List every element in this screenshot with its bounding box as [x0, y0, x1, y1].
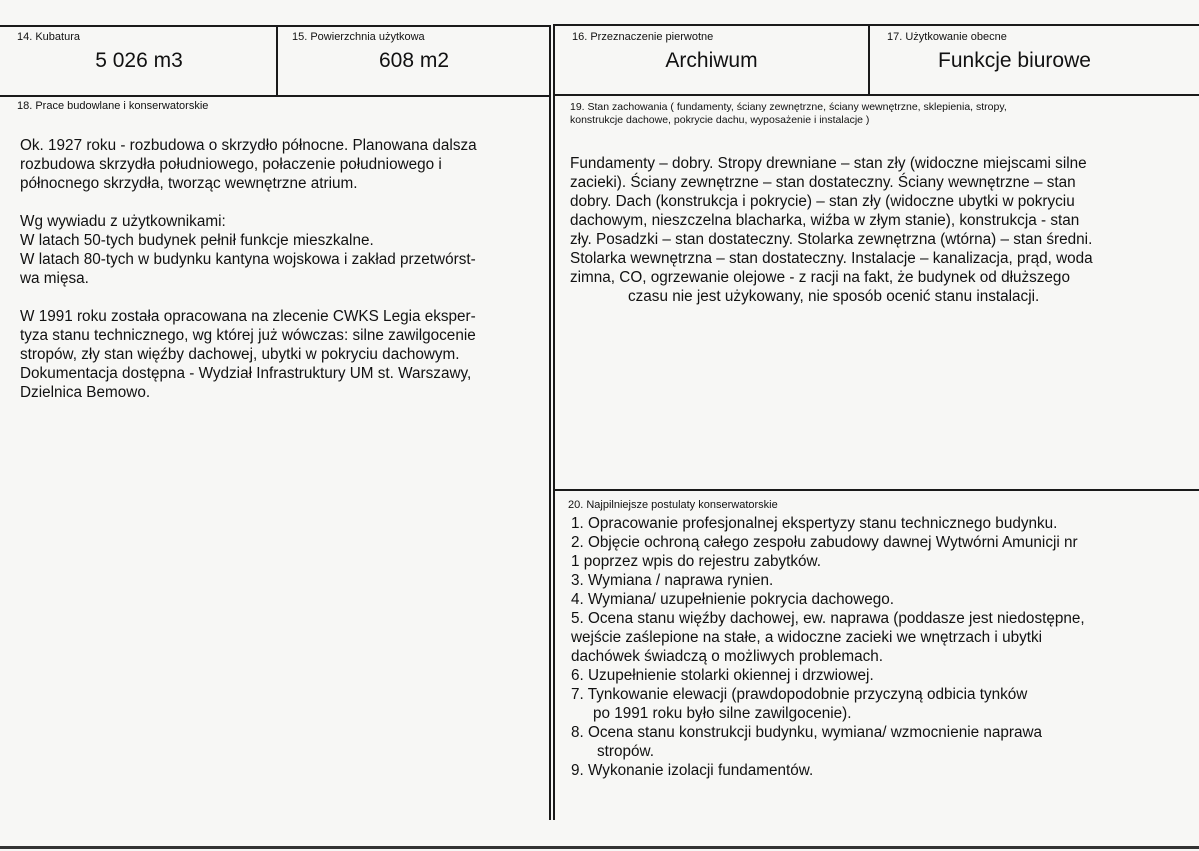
uzytkowanie-label: 17. Użytkowanie obecne [887, 31, 1007, 43]
center-divider-b [553, 24, 555, 820]
stan-line: zacieki). Ściany zewnętrzne – stan dostateczny. Ściany wewnętrzne – stan [570, 174, 1076, 191]
bottom-edge [0, 846, 1199, 849]
prace-line: rozbudowa skrzydła południowego, połaczenie południowego i [20, 156, 442, 173]
postulat-item: po 1991 roku było silne zawilgocenie). [593, 705, 852, 722]
postulat-item: 1 poprzez wpis do rejestru zabytków. [571, 553, 821, 570]
prace-line: tyza stanu technicznego, wg której już wówczas: silne zawilgocenie [20, 327, 476, 344]
przeznaczenie-value: Archiwum [665, 49, 758, 72]
stan-label-line: konstrukcje dachowe, pokrycie dachu, wyposażenie i instalacje ) [570, 114, 870, 126]
prace-label: 18. Prace budowlane i konserwatorskie [17, 100, 209, 112]
prace-text [20, 136, 477, 402]
postulat-item: 9. Wykonanie izolacji fundamentów. [571, 762, 814, 779]
postulat-item: 2. Objęcie ochroną całego zespołu zabudowy dawnej Wytwórni Amunicji nr [571, 534, 1078, 551]
postulat-item: 1. Opracowanie profesjonalnej ekspertyzy stanu technicznego budynku. [571, 515, 1058, 532]
postulat-item: 6. Uzupełnienie stolarki okiennej i drzwiowej. [571, 667, 874, 684]
prace-line: W 1991 roku została opracowana na zlecenie CWKS Legia eksper- [20, 308, 476, 325]
uzytkowanie-value: Funkcje biurowe [938, 49, 1091, 72]
postulat-item: stropów. [597, 743, 654, 760]
stan-line: zimna, CO, ogrzewanie olejowe - z racji na fakt, że budynek od dłuższego [570, 269, 1070, 286]
stan-label-line: 19. Stan zachowania ( fundamenty, ściany zewnętrzne, ściany wewnętrzne, sklepienia, stropy, [570, 101, 1007, 113]
stan-label [570, 101, 1007, 127]
prace-line: Dzielnica Bemowo. [20, 384, 151, 401]
stan-line: dobry. Dach (konstrukcja i pokrycie) – stan zły (widoczne ubytki w pokryciu [570, 193, 1075, 210]
prace-line: W latach 80-tych w budynku kantyna wojskowa i zakład przetwórst- [20, 251, 476, 268]
header-bottom-right [554, 94, 1199, 96]
powierzchnia-value: 608 m2 [378, 49, 450, 72]
stan-line: zły. Posadzki – stan dostateczny. Stolarka zewnętrzna (wtórna) – stan średni. [570, 231, 1093, 248]
postulat-item: 7. Tynkowanie elewacji (prawdopodobnie przyczyną odbicia tynków [571, 686, 1028, 703]
stan-text [570, 154, 1093, 306]
prace-line: W latach 50-tych budynek pełnił funkcje mieszkalne. [20, 232, 374, 249]
stan-line: dachowym, nieszczelna blacharka, wiźba w złym stanie), konstrukcja - stan [570, 212, 1080, 229]
center-divider-a [549, 25, 551, 820]
przeznaczenie-label: 16. Przeznaczenie pierwotne [572, 31, 714, 43]
postulat-item: 3. Wymiana / naprawa rynien. [571, 572, 774, 589]
stan-line: czasu nie jest użykowany, nie sposób ocenić stanu instalacji. [628, 288, 1040, 305]
prace-line: stropów, zły stan więźby dachowej, ubytki w pokryciu dachowym. [20, 346, 460, 363]
postulat-item: 4. Wymiana/ uzupełnienie pokrycia dachowego. [571, 591, 894, 608]
kubatura-value: 5 026 m3 [95, 49, 183, 72]
prace-line: wa mięsa. [20, 270, 89, 287]
kubatura-label: 14. Kubatura [17, 31, 80, 43]
prace-line: Wg wywiadu z użytkownikami: [20, 213, 226, 230]
postulat-item: wejście zaślepione na stałe, a widoczne zacieki we wnętrzach i ubytki [571, 629, 1043, 646]
postulaty-label: 20. Najpilniejsze postulaty konserwatorskie [568, 499, 778, 511]
postulat-item: 5. Ocena stanu więźby dachowej, ew. naprawa (poddasze jest niedostępne, [571, 610, 1085, 627]
powierzchnia-label: 15. Powierzchnia użytkowa [292, 31, 425, 43]
stan-line: Fundamenty – dobry. Stropy drewniane – stan zły (widoczne miejscami silne [570, 155, 1087, 172]
prace-line: Ok. 1927 roku - rozbudowa o skrzydło północne. Planowana dalsza [20, 137, 477, 154]
section-19-20-divider [554, 489, 1199, 491]
postulat-item: dachówek świadczą o możliwych problemach. [571, 648, 884, 665]
prace-line: północnego skrzydła, tworząc wewnętrzne atrium. [20, 175, 358, 192]
postulat-item: 8. Ocena stanu konstrukcji budynku, wymiana/ wzmocnienie naprawa [571, 724, 1043, 741]
postulaty-text [571, 514, 1085, 780]
top-border-right [554, 24, 1199, 26]
stan-line: Stolarka wewnętrzna – stan dostateczny. Instalacje – kanalizacja, prąd, woda [570, 250, 1093, 267]
prace-line: Dokumentacja dostępna - Wydział Infrastruktury UM st. Warszawy, [20, 365, 472, 382]
